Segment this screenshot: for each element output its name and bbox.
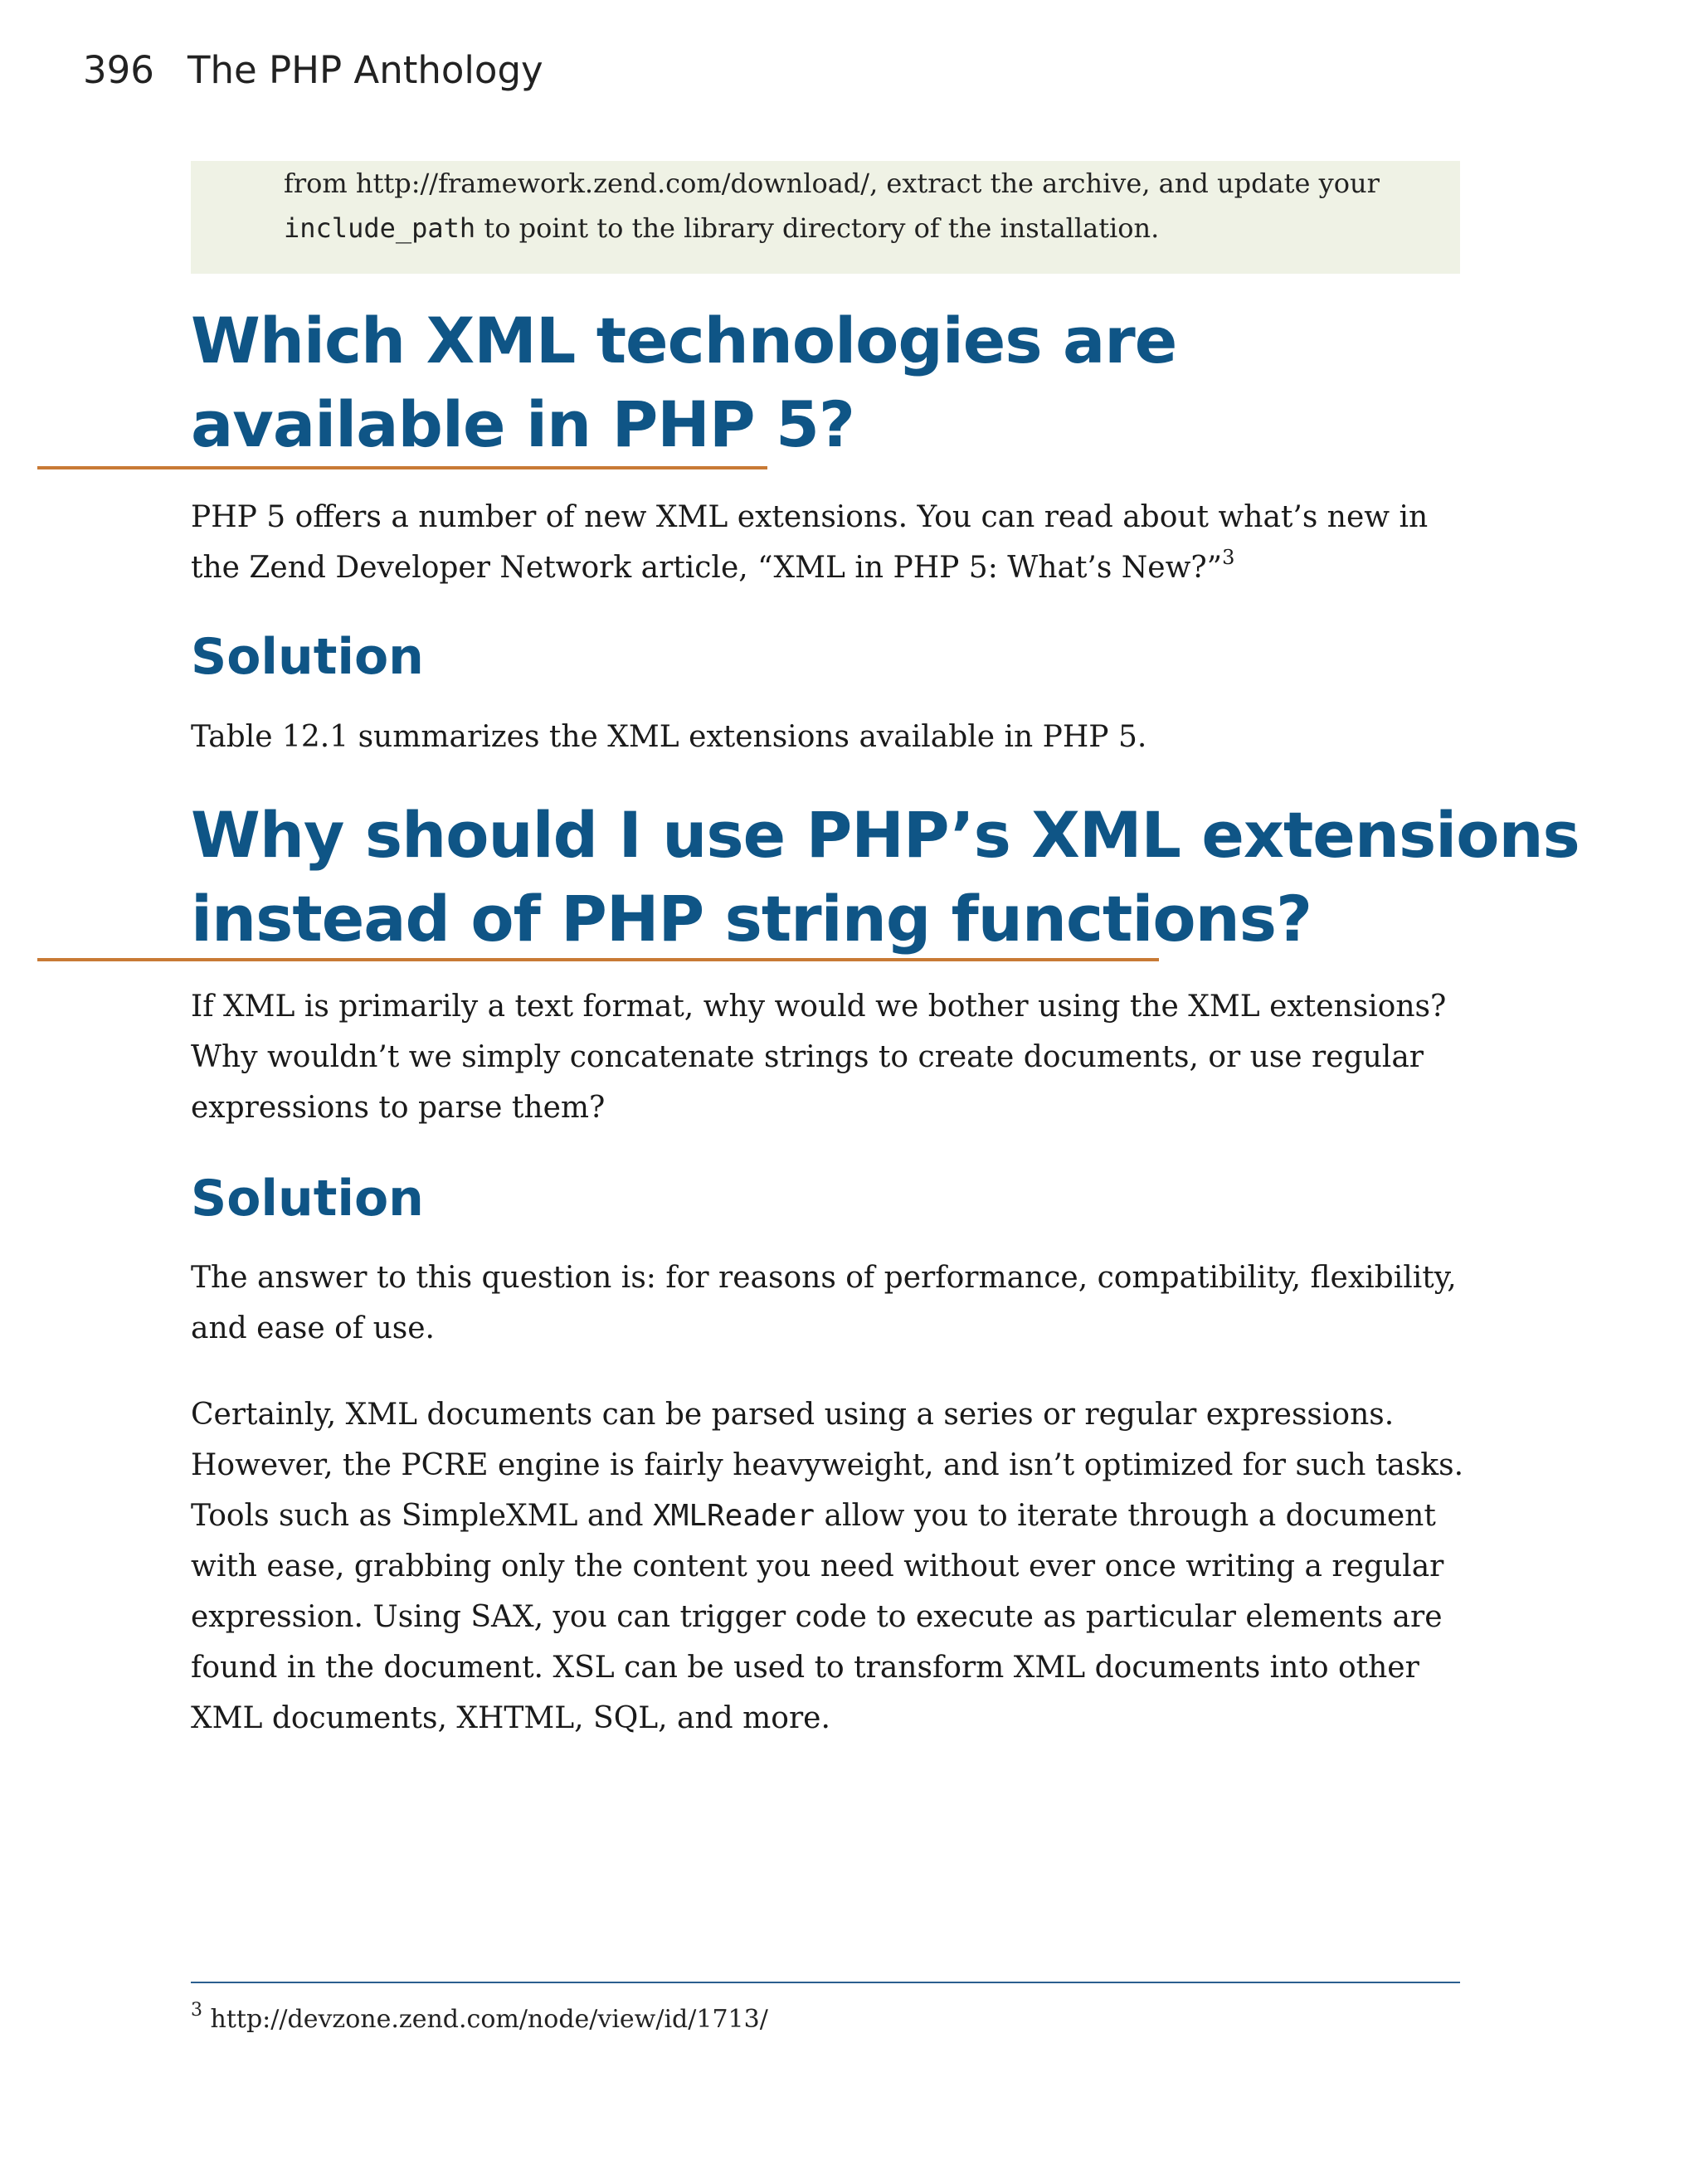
section2-solution-heading: Solution xyxy=(191,1170,424,1228)
section1-intro-line-1: PHP 5 offers a number of new XML extensions. You can read about what’s new in xyxy=(191,500,1429,534)
section2-title-line-1: Why should I use PHP’s XML extensions xyxy=(191,798,1580,872)
section1-intro xyxy=(191,492,1468,593)
footnote-url: http://devzone.zend.com/node/view/id/1713/ xyxy=(210,2005,768,2034)
note-line-1: from http://framework.zend.com/download/, extract the archive, and update your xyxy=(284,168,1380,199)
body-line-1: Certainly, XML documents can be parsed using a series or regular expressions. xyxy=(191,1398,1395,1432)
section2-answer-line-1: The answer to this question is: for reasons of performance, compatibility, flexibility, xyxy=(191,1261,1457,1295)
section2-answer xyxy=(191,1253,1468,1354)
note-text xyxy=(284,161,1445,251)
section2-intro-line-1: If XML is primarily a text format, why would we bother using the XML extensions? xyxy=(191,990,1447,1024)
code-xmlreader: XMLReader xyxy=(652,1499,815,1533)
note-line-2: to point to the library directory of the installation. xyxy=(475,212,1160,244)
book-title: The PHP Anthology xyxy=(187,48,543,92)
section2-title-line-2: instead of PHP string functions? xyxy=(191,882,1312,956)
page-number: 396 xyxy=(83,48,154,92)
section1-solution-heading: Solution xyxy=(191,628,424,686)
section2-body xyxy=(191,1389,1468,1744)
section2-title xyxy=(191,793,1580,961)
section1-intro-line-2: the Zend Developer Network article, “XML in PHP 5: What’s New?” xyxy=(191,551,1223,585)
body-line-5: expression. Using SAX, you can trigger code to execute as particular elements are xyxy=(191,1600,1443,1634)
section1-title-rule xyxy=(37,466,767,469)
section1-title-line-2: available in PHP 5? xyxy=(191,387,855,461)
section2-answer-line-2: and ease of use. xyxy=(191,1311,435,1345)
body-line-2: However, the PCRE engine is fairly heavyweight, and isn’t optimized for such tasks. xyxy=(191,1448,1464,1482)
footnote xyxy=(191,1999,768,2041)
body-line-6: found in the document. XSL can be used to transform XML documents into other xyxy=(191,1651,1419,1685)
note-box xyxy=(191,161,1460,274)
section1-title-line-1: Which XML technologies are xyxy=(191,304,1177,377)
footnote-separator xyxy=(191,1982,1460,1983)
section2-title-rule xyxy=(37,958,1159,961)
section2-intro xyxy=(191,981,1468,1133)
body-line-4: with ease, grabbing only the content you need without ever once writing a regular xyxy=(191,1549,1444,1583)
body-line-7: XML documents, XHTML, SQL, and more. xyxy=(191,1701,830,1735)
section2-intro-line-2: Why wouldn’t we simply concatenate strings to create documents, or use regular xyxy=(191,1040,1424,1074)
section2-intro-line-3: expressions to parse them? xyxy=(191,1091,606,1125)
footnote-marker: 3 xyxy=(191,2000,202,2021)
footnote-reference: 3 xyxy=(1222,546,1235,569)
body-line-3-pre: Tools such as SimpleXML and xyxy=(191,1499,653,1533)
running-head xyxy=(83,48,543,92)
section1-solution-text: Table 12.1 summarizes the XML extensions available in PHP 5. xyxy=(191,720,1147,754)
body-line-3-post: allow you to iterate through a document xyxy=(815,1499,1436,1533)
note-code-include-path: include_path xyxy=(284,212,476,244)
section1-title xyxy=(191,299,1176,466)
